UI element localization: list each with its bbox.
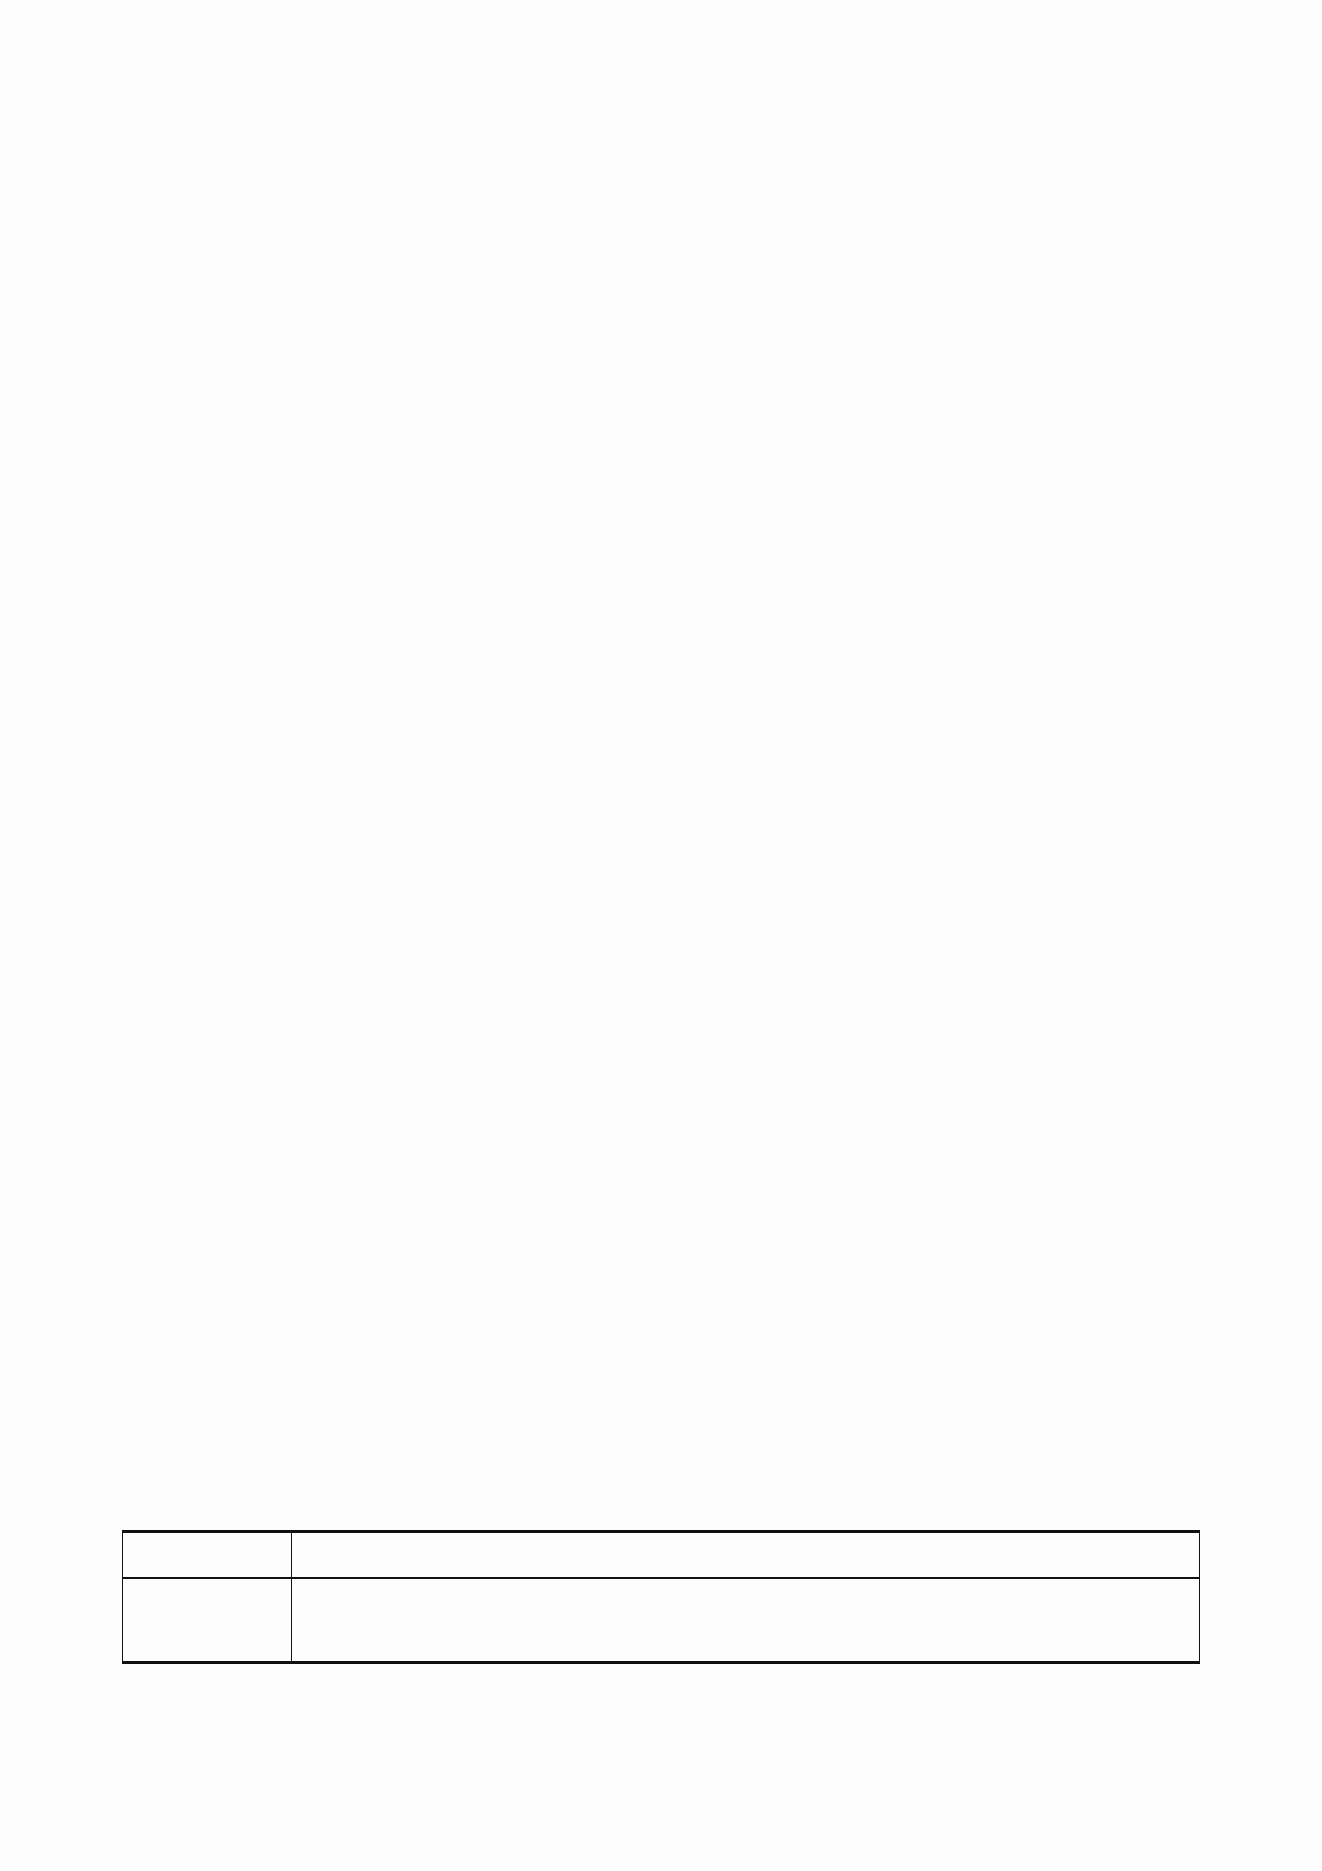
indicator-list — [168, 1002, 214, 1279]
list-item — [168, 1106, 214, 1141]
level-description-paragraphs — [122, 532, 1200, 541]
table-header-row — [123, 1533, 1199, 1579]
table-header-level — [123, 1533, 292, 1577]
table-1-leadership-indicators — [122, 1530, 1200, 1664]
section-5-2-heading — [122, 1336, 140, 1364]
section-5-1-heading — [122, 915, 140, 943]
section-5-heading — [122, 853, 140, 881]
table-row — [123, 1579, 1199, 1661]
table-header-criteria — [292, 1533, 1199, 1577]
list-item — [168, 1071, 214, 1106]
table-cell-level — [123, 1579, 292, 1661]
table-cell-criteria — [292, 1579, 1199, 1661]
staircase-diagram — [360, 270, 950, 470]
list-item — [168, 1002, 214, 1037]
list-item — [168, 1037, 214, 1072]
figure-2-capability-levels — [360, 270, 950, 470]
list-item — [168, 1140, 214, 1175]
list-item — [168, 1175, 214, 1210]
list-item — [168, 1210, 214, 1245]
list-item — [168, 1244, 214, 1279]
